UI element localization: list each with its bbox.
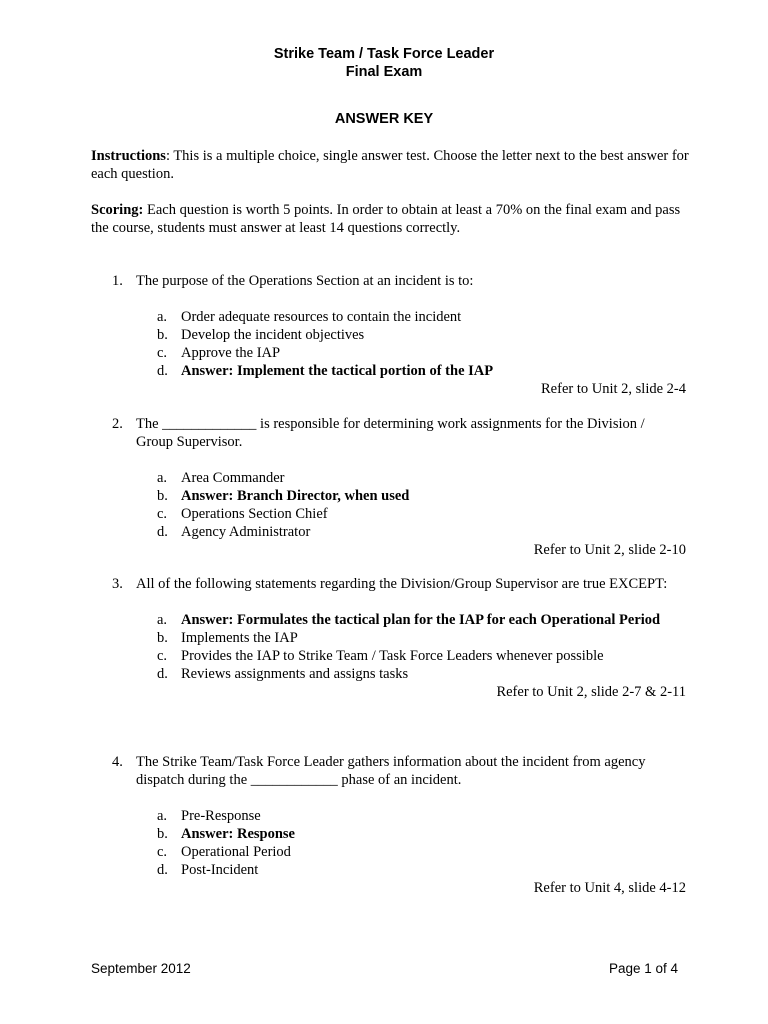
title-line-2: Final Exam <box>345 64 423 80</box>
question-text: The Strike Team/Task Force Leader gathers information about the incident from agency dispatch during the ____________ phase of an incident. <box>136 754 646 788</box>
option-letter: b. <box>157 826 168 842</box>
instructions-text: : This is a multiple choice, single answer test. Choose the letter next to the best answer for each question. <box>91 148 689 182</box>
question-number: 3. <box>112 576 123 592</box>
option-text: Area Commander <box>181 470 285 486</box>
option-text: Post-Incident <box>181 862 259 878</box>
option-text: Provides the IAP to Strike Team / Task Force Leaders whenever possible <box>181 648 604 664</box>
option-text: Answer: Implement the tactical portion of the IAP <box>181 363 494 379</box>
option-text: Answer: Formulates the tactical plan for the IAP for each Operational Period <box>181 612 661 628</box>
option-letter: a. <box>157 470 168 486</box>
option-text: Implements the IAP <box>181 630 298 646</box>
reference: Refer to Unit 2, slide 2-4 <box>541 381 686 397</box>
option-a-answer <box>157 611 682 629</box>
option-a <box>157 469 682 487</box>
option-letter: c. <box>157 648 168 664</box>
option-d-answer <box>157 362 682 380</box>
scoring-text: Each question is worth 5 points. In order to obtain at least a 70% on the final exam and pass the course, students must answer at least 14 questions correctly. <box>91 202 681 236</box>
question-text: The purpose of the Operations Section at an incident is to: <box>136 273 474 289</box>
instructions-paragraph <box>91 147 691 183</box>
option-b <box>157 629 682 647</box>
question-3 <box>112 575 686 701</box>
option-c <box>157 647 682 665</box>
title-line-1: Strike Team / Task Force Leader <box>273 46 495 62</box>
option-a <box>157 807 682 825</box>
option-b-answer <box>157 487 682 505</box>
scoring-label: Scoring: <box>91 202 144 218</box>
option-list <box>157 469 682 541</box>
question-text: The _____________ is responsible for determining work assignments for the Division / Group Supervisor. <box>136 416 645 450</box>
option-text: Agency Administrator <box>181 524 311 540</box>
reference: Refer to Unit 2, slide 2-10 <box>533 542 686 558</box>
reference: Refer to Unit 2, slide 2-7 & 2-11 <box>496 684 686 700</box>
option-text: Develop the incident objectives <box>181 327 365 343</box>
option-d <box>157 523 682 541</box>
question-1 <box>112 272 686 398</box>
option-text: Operational Period <box>181 844 291 860</box>
option-text: Reviews assignments and assigns tasks <box>181 666 409 682</box>
option-letter: a. <box>157 309 168 325</box>
option-c <box>157 344 682 362</box>
question-number: 2. <box>112 416 123 432</box>
footer-page-number: Page 1 of 4 <box>608 961 678 976</box>
option-c <box>157 843 682 861</box>
option-letter: d. <box>157 363 168 379</box>
option-c <box>157 505 682 523</box>
reference: Refer to Unit 4, slide 4-12 <box>533 880 686 896</box>
option-d <box>157 861 682 879</box>
option-text: Answer: Response <box>181 826 295 842</box>
document-title <box>0 45 768 81</box>
option-letter: a. <box>157 808 168 824</box>
question-4 <box>112 753 686 897</box>
option-a <box>157 308 682 326</box>
option-letter: c. <box>157 844 168 860</box>
instructions-label: Instructions <box>91 148 166 164</box>
option-text: Pre-Response <box>181 808 261 824</box>
answer-key-heading: ANSWER KEY <box>334 111 434 127</box>
question-2 <box>112 415 686 559</box>
option-letter: b. <box>157 630 168 646</box>
option-text: Answer: Branch Director, when used <box>181 488 410 504</box>
footer-date: September 2012 <box>91 961 191 976</box>
option-text: Order adequate resources to contain the incident <box>181 309 462 325</box>
option-letter: b. <box>157 327 168 343</box>
option-b <box>157 326 682 344</box>
option-b-answer <box>157 825 682 843</box>
option-d <box>157 665 682 683</box>
option-letter: b. <box>157 488 168 504</box>
option-list <box>157 611 682 683</box>
option-letter: a. <box>157 612 168 628</box>
scoring-paragraph <box>91 201 691 237</box>
question-number: 4. <box>112 754 123 770</box>
question-text: All of the following statements regarding the Division/Group Supervisor are true EXCEPT: <box>136 576 668 592</box>
option-letter: d. <box>157 862 168 878</box>
option-text: Approve the IAP <box>181 345 281 361</box>
option-letter: d. <box>157 524 168 540</box>
option-list <box>157 807 682 879</box>
option-letter: d. <box>157 666 168 682</box>
option-letter: c. <box>157 345 168 361</box>
question-number: 1. <box>112 273 123 289</box>
option-text: Operations Section Chief <box>181 506 328 522</box>
option-list <box>157 308 682 380</box>
option-letter: c. <box>157 506 168 522</box>
